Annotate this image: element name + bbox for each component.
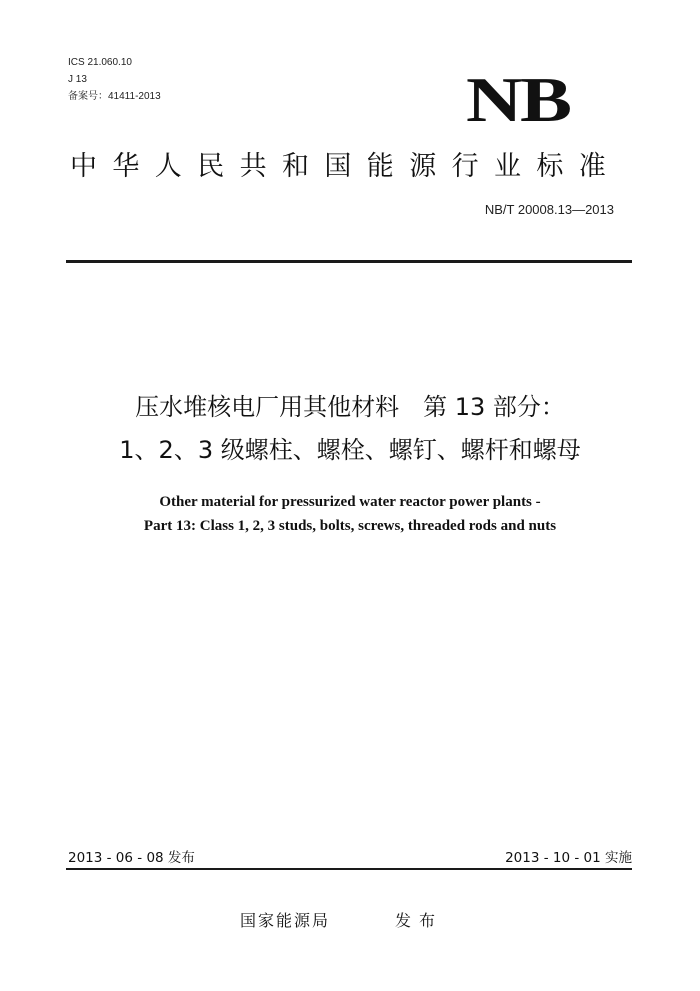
nb-logo: NB	[466, 64, 570, 135]
class-code: J 13	[68, 74, 87, 85]
chinese-title-line-2: 1、2、3 级螺柱、螺栓、螺钉、螺杆和螺母	[119, 436, 581, 464]
implementation-date: 2013 - 10 - 01 实施	[505, 850, 632, 866]
issue-action: 发布	[395, 911, 444, 930]
english-title-line-1: Other material for pressurized water reactor power plants -	[159, 494, 541, 510]
classification-block	[68, 54, 161, 105]
issuing-authority: 国家能源局	[240, 911, 331, 930]
record-number: 备案号：41411-2013	[68, 91, 161, 102]
standard-code: NB/T 20008.13—2013	[484, 202, 614, 217]
english-title-line-2: Part 13: Class 1, 2, 3 studs, bolts, screws, threaded rods and nuts	[143, 518, 557, 534]
issue-date: 2013 - 06 - 08 发布	[68, 850, 195, 866]
chinese-title-line-1: 压水堆核电厂用其他材料 第 13 部分：	[135, 393, 565, 421]
org-title: 中华人民共和国能源行业标准	[70, 151, 622, 182]
header-divider	[66, 260, 632, 263]
ics-code: ICS 21.060.10	[68, 57, 132, 68]
footer-divider	[66, 868, 632, 870]
